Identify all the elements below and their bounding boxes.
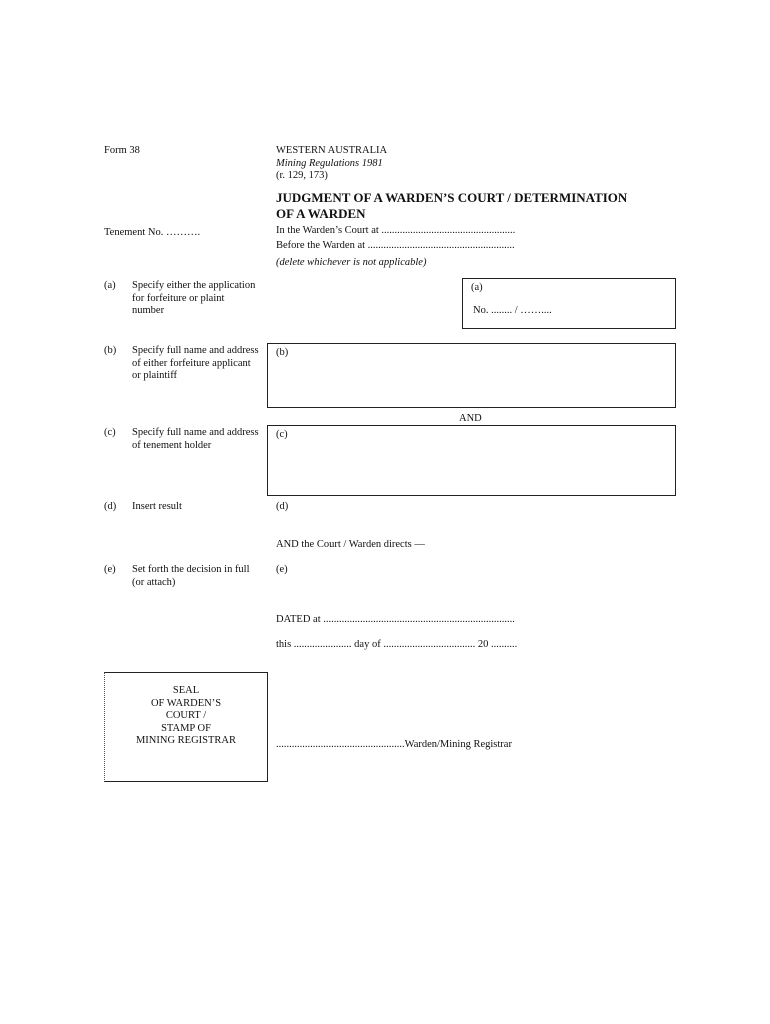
page-title-line1: JUDGMENT OF A WARDEN’S COURT / DETERMINATION bbox=[276, 190, 628, 205]
item-b-box-label: (b) bbox=[276, 347, 289, 358]
seal-box bbox=[104, 672, 268, 782]
court-directs: AND the Court / Warden directs — bbox=[276, 539, 425, 550]
item-e-field[interactable]: (e) bbox=[276, 564, 288, 575]
seal-line: MINING REGISTRAR bbox=[135, 735, 237, 746]
form-number: Form 38 bbox=[104, 145, 140, 156]
seal-line: SEAL bbox=[172, 685, 200, 696]
item-e-letter: (e) bbox=[104, 564, 116, 575]
item-c-letter: (c) bbox=[104, 427, 116, 438]
warden-name-field[interactable]: Before the Warden at ........................................................ bbox=[276, 240, 515, 251]
item-c-instruction: Specify full name and address of tenement holder bbox=[132, 427, 259, 451]
item-d-letter: (d) bbox=[104, 501, 117, 512]
dated-at-field[interactable]: DATED at ......................................................................... bbox=[276, 614, 515, 625]
item-a-box-label: (a) bbox=[471, 282, 483, 293]
seal-line: COURT / bbox=[165, 710, 207, 721]
item-a-instruction: Specify either the application for forfeiture or plaint number bbox=[132, 280, 256, 316]
item-a-letter: (a) bbox=[104, 280, 116, 291]
item-e-instruction: Set forth the decision in full (or attach) bbox=[132, 564, 250, 588]
seal-line: OF WARDEN’S bbox=[150, 697, 222, 709]
regulation-rules: (r. 129, 173) bbox=[276, 170, 328, 181]
tenement-number-field[interactable]: Tenement No. ………. bbox=[104, 227, 201, 238]
item-c-box[interactable] bbox=[267, 425, 676, 496]
item-b-box[interactable] bbox=[267, 343, 676, 408]
item-b-letter: (b) bbox=[104, 345, 117, 356]
plaint-number: No. ........ / …….... bbox=[473, 305, 552, 316]
item-a-box[interactable] bbox=[462, 278, 676, 329]
item-d-field[interactable]: (d) bbox=[276, 501, 289, 512]
delete-note: (delete whichever is not applicable) bbox=[276, 257, 427, 268]
and-separator: AND bbox=[459, 413, 482, 424]
court-location-field[interactable]: In the Warden’s Court at ................................................... bbox=[276, 225, 516, 236]
regulation-title: Mining Regulations 1981 bbox=[276, 158, 383, 169]
signature-line[interactable]: .................................................Warden/Mining Registrar bbox=[276, 739, 512, 750]
item-d-instruction: Insert result bbox=[132, 501, 182, 512]
page-title-line2: OF A WARDEN bbox=[276, 206, 366, 221]
date-field[interactable]: this ...................... day of ................................... 20 .......... bbox=[276, 639, 518, 650]
item-c-box-label: (c) bbox=[276, 429, 288, 440]
seal-line: STAMP OF bbox=[161, 722, 211, 734]
jurisdiction: WESTERN AUSTRALIA bbox=[276, 145, 388, 156]
item-b-instruction: Specify full name and address of either forfeiture applicant or plaintiff bbox=[132, 345, 259, 381]
